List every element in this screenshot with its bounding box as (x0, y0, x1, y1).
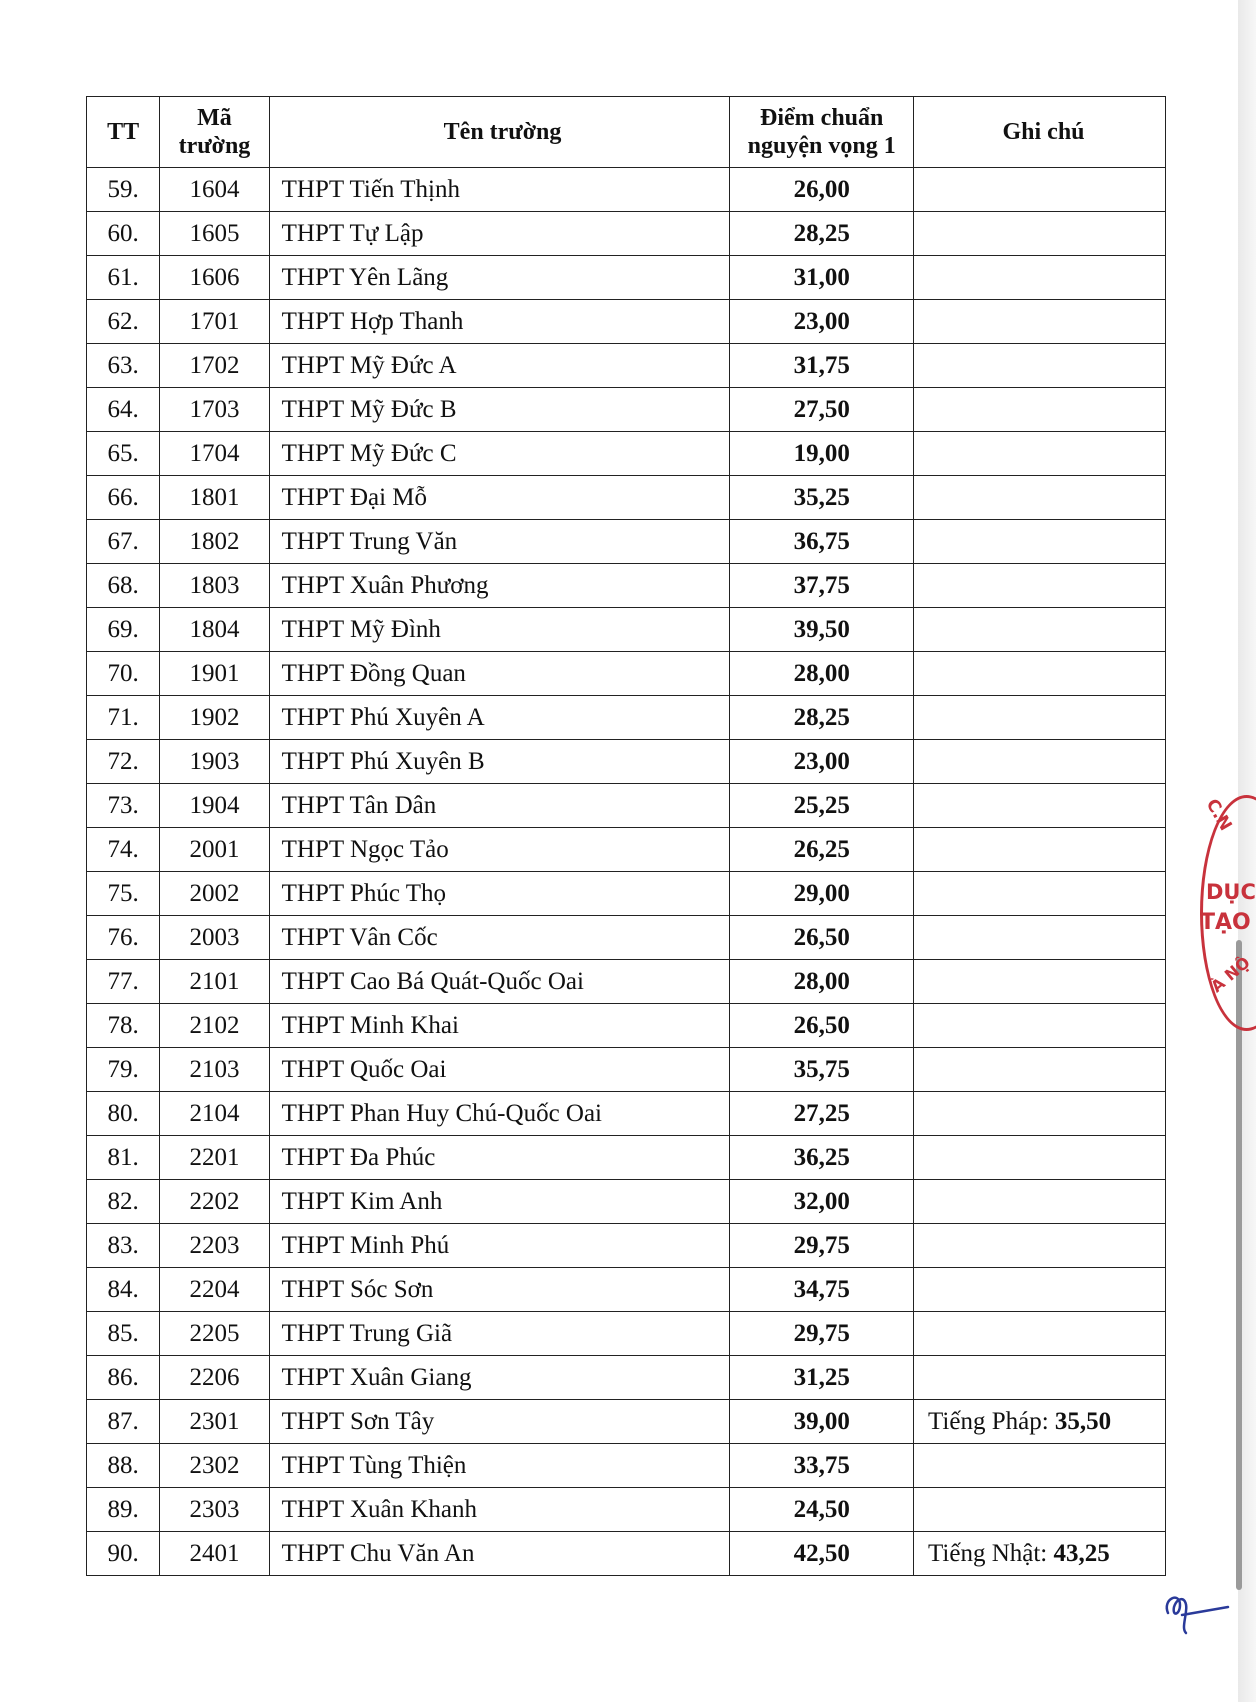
cell-note (914, 1400, 1166, 1444)
table-row (87, 520, 1166, 564)
cell-score: 27,25 (730, 1092, 914, 1136)
cell-note (914, 564, 1166, 608)
cell-school-name: THPT Tùng Thiện (269, 1444, 730, 1488)
cell-tt: 64. (87, 388, 160, 432)
cell-score: 36,75 (730, 520, 914, 564)
cell-school-name: THPT Trung Văn (269, 520, 730, 564)
cell-tt: 73. (87, 784, 160, 828)
cell-school-name: THPT Cao Bá Quát-Quốc Oai (269, 960, 730, 1004)
cell-school-name: THPT Đa Phúc (269, 1136, 730, 1180)
cell-school-code: 1903 (160, 740, 269, 784)
header-score-line2: nguyện vọng 1 (747, 133, 896, 159)
cell-school-code: 1802 (160, 520, 269, 564)
cell-school-name: THPT Minh Khai (269, 1004, 730, 1048)
cell-score: 32,00 (730, 1180, 914, 1224)
cell-score: 28,25 (730, 212, 914, 256)
cell-score: 26,25 (730, 828, 914, 872)
cell-tt: 89. (87, 1488, 160, 1532)
note-value: 43,25 (1053, 1539, 1110, 1567)
cell-school-code: 1704 (160, 432, 269, 476)
cell-score: 37,75 (730, 564, 914, 608)
cell-note (914, 344, 1166, 388)
cell-note (914, 1488, 1166, 1532)
cell-tt: 76. (87, 916, 160, 960)
cell-school-code: 1803 (160, 564, 269, 608)
cell-school-name: THPT Sơn Tây (269, 1400, 730, 1444)
table-row (87, 740, 1166, 784)
cell-tt: 83. (87, 1224, 160, 1268)
cell-note (914, 520, 1166, 564)
cell-school-code: 1702 (160, 344, 269, 388)
table-header-row (87, 97, 1166, 168)
table-row (87, 1356, 1166, 1400)
cell-tt: 85. (87, 1312, 160, 1356)
table-row (87, 1004, 1166, 1048)
cell-tt: 80. (87, 1092, 160, 1136)
cell-tt: 75. (87, 872, 160, 916)
cell-score: 25,25 (730, 784, 914, 828)
note-label: Tiếng Nhật: (928, 1539, 1054, 1567)
cell-note (914, 1224, 1166, 1268)
cell-tt: 71. (87, 696, 160, 740)
cell-school-code: 2303 (160, 1488, 269, 1532)
header-score (730, 97, 914, 168)
table-row (87, 1444, 1166, 1488)
cell-note (914, 740, 1166, 784)
cell-school-name: THPT Tự Lập (269, 212, 730, 256)
cell-tt: 66. (87, 476, 160, 520)
cell-score: 34,75 (730, 1268, 914, 1312)
header-school-code (160, 97, 269, 168)
cell-school-name: THPT Tân Dân (269, 784, 730, 828)
cell-school-code: 2001 (160, 828, 269, 872)
cell-school-code: 1701 (160, 300, 269, 344)
cell-school-code: 1901 (160, 652, 269, 696)
header-note: Ghi chú (914, 97, 1166, 168)
cell-tt: 62. (87, 300, 160, 344)
admission-score-table (86, 96, 1166, 1576)
cell-tt: 65. (87, 432, 160, 476)
cell-school-name: THPT Tiến Thịnh (269, 168, 730, 212)
cell-tt: 90. (87, 1532, 160, 1576)
cell-school-code: 2206 (160, 1356, 269, 1400)
table-row (87, 1312, 1166, 1356)
cell-score: 36,25 (730, 1136, 914, 1180)
cell-tt: 78. (87, 1004, 160, 1048)
cell-score: 26,50 (730, 916, 914, 960)
cell-score: 19,00 (730, 432, 914, 476)
cell-school-code: 1703 (160, 388, 269, 432)
cell-school-code: 2203 (160, 1224, 269, 1268)
cell-tt: 84. (87, 1268, 160, 1312)
cell-note (914, 872, 1166, 916)
cell-school-code: 2202 (160, 1180, 269, 1224)
cell-note (914, 960, 1166, 1004)
cell-school-code: 2101 (160, 960, 269, 1004)
table-row (87, 784, 1166, 828)
table-row (87, 344, 1166, 388)
cell-school-name: THPT Kim Anh (269, 1180, 730, 1224)
cell-school-code: 2401 (160, 1532, 269, 1576)
cell-school-name: THPT Phú Xuyên B (269, 740, 730, 784)
cell-note (914, 1092, 1166, 1136)
cell-school-name: THPT Yên Lãng (269, 256, 730, 300)
table-row (87, 300, 1166, 344)
cell-note (914, 476, 1166, 520)
cell-school-name: THPT Phúc Thọ (269, 872, 730, 916)
cell-tt: 77. (87, 960, 160, 1004)
cell-school-name: THPT Minh Phú (269, 1224, 730, 1268)
cell-school-name: THPT Xuân Giang (269, 1356, 730, 1400)
table-row (87, 1224, 1166, 1268)
cell-score: 28,25 (730, 696, 914, 740)
cell-note (914, 300, 1166, 344)
handwritten-signature (1158, 1585, 1230, 1635)
cell-school-code: 1904 (160, 784, 269, 828)
cell-note (914, 1356, 1166, 1400)
table-row (87, 960, 1166, 1004)
cell-tt: 88. (87, 1444, 160, 1488)
cell-note (914, 1048, 1166, 1092)
header-code-line1: Mã (197, 105, 232, 131)
header-code-line2: trường (178, 133, 251, 159)
cell-school-code: 2201 (160, 1136, 269, 1180)
table-row (87, 476, 1166, 520)
note-label: Tiếng Pháp: (928, 1407, 1055, 1435)
scrollbar[interactable] (1236, 940, 1242, 1590)
cell-note (914, 388, 1166, 432)
note-value: 35,50 (1054, 1407, 1112, 1435)
cell-note (914, 212, 1166, 256)
cell-school-code: 2102 (160, 1004, 269, 1048)
cell-school-code: 1902 (160, 696, 269, 740)
cell-tt: 61. (87, 256, 160, 300)
cell-note (914, 916, 1166, 960)
cell-note (914, 1004, 1166, 1048)
cell-score: 31,25 (730, 1356, 914, 1400)
cell-score: 33,75 (730, 1444, 914, 1488)
table-row (87, 1268, 1166, 1312)
cell-tt: 60. (87, 212, 160, 256)
cell-tt: 70. (87, 652, 160, 696)
header-school-name: Tên trường (269, 97, 730, 168)
cell-score: 39,00 (730, 1400, 914, 1444)
cell-score: 28,00 (730, 960, 914, 1004)
cell-score: 24,50 (730, 1488, 914, 1532)
stamp-text-1: C.N (1201, 795, 1236, 835)
cell-school-name: THPT Mỹ Đức C (269, 432, 730, 476)
cell-note (914, 608, 1166, 652)
cell-school-name: THPT Xuân Khanh (269, 1488, 730, 1532)
cell-tt: 63. (87, 344, 160, 388)
cell-tt: 72. (87, 740, 160, 784)
official-stamp (1192, 795, 1256, 1015)
cell-tt: 81. (87, 1136, 160, 1180)
table-row (87, 872, 1166, 916)
cell-school-code: 2302 (160, 1444, 269, 1488)
cell-score: 31,00 (730, 256, 914, 300)
cell-school-name: THPT Mỹ Đức A (269, 344, 730, 388)
table-row (87, 168, 1166, 212)
cell-school-code: 1606 (160, 256, 269, 300)
cell-school-code: 2205 (160, 1312, 269, 1356)
table-row (87, 652, 1166, 696)
cell-score: 29,75 (730, 1224, 914, 1268)
cell-school-code: 1604 (160, 168, 269, 212)
cell-score: 35,75 (730, 1048, 914, 1092)
cell-note (914, 652, 1166, 696)
cell-score: 26,00 (730, 168, 914, 212)
cell-school-name: THPT Xuân Phương (269, 564, 730, 608)
cell-score: 31,75 (730, 344, 914, 388)
cell-school-code: 2301 (160, 1400, 269, 1444)
cell-note (914, 1444, 1166, 1488)
cell-school-name: THPT Mỹ Đình (269, 608, 730, 652)
cell-score: 29,00 (730, 872, 914, 916)
cell-score: 35,25 (730, 476, 914, 520)
cell-school-code: 2003 (160, 916, 269, 960)
cell-school-name: THPT Vân Cốc (269, 916, 730, 960)
cell-note (914, 1532, 1166, 1576)
cell-tt: 82. (87, 1180, 160, 1224)
table-body (87, 168, 1166, 1576)
cell-note (914, 1312, 1166, 1356)
cell-note (914, 168, 1166, 212)
cell-school-name: THPT Hợp Thanh (269, 300, 730, 344)
cell-school-code: 2103 (160, 1048, 269, 1092)
cell-score: 28,00 (730, 652, 914, 696)
cell-note (914, 256, 1166, 300)
table-row (87, 432, 1166, 476)
stamp-text-2: DỤC (1206, 880, 1256, 904)
cell-score: 29,75 (730, 1312, 914, 1356)
cell-score: 23,00 (730, 740, 914, 784)
cell-tt: 74. (87, 828, 160, 872)
table-row (87, 1488, 1166, 1532)
cell-school-name: THPT Trung Giã (269, 1312, 730, 1356)
cell-score: 27,50 (730, 388, 914, 432)
stamp-text-3: TẠO (1200, 910, 1251, 935)
cell-tt: 79. (87, 1048, 160, 1092)
cell-score: 23,00 (730, 300, 914, 344)
stamp-text-4: À NỘ (1207, 952, 1254, 997)
cell-tt: 87. (87, 1400, 160, 1444)
table-row (87, 1092, 1166, 1136)
cell-note (914, 696, 1166, 740)
header-tt: TT (87, 97, 160, 168)
cell-score: 42,50 (730, 1532, 914, 1576)
cell-tt: 67. (87, 520, 160, 564)
table-row (87, 608, 1166, 652)
cell-score: 26,50 (730, 1004, 914, 1048)
cell-school-name: THPT Đồng Quan (269, 652, 730, 696)
cell-school-name: THPT Mỹ Đức B (269, 388, 730, 432)
table-row (87, 828, 1166, 872)
cell-school-code: 2204 (160, 1268, 269, 1312)
cell-note (914, 432, 1166, 476)
cell-school-code: 1804 (160, 608, 269, 652)
cell-school-name: THPT Đại Mỗ (269, 476, 730, 520)
cell-school-code: 1605 (160, 212, 269, 256)
cell-school-code: 2002 (160, 872, 269, 916)
cell-note (914, 828, 1166, 872)
cell-note (914, 1268, 1166, 1312)
cell-note (914, 1136, 1166, 1180)
cell-tt: 68. (87, 564, 160, 608)
cell-tt: 59. (87, 168, 160, 212)
table-row (87, 916, 1166, 960)
table-row (87, 696, 1166, 740)
cell-school-name: THPT Quốc Oai (269, 1048, 730, 1092)
cell-tt: 86. (87, 1356, 160, 1400)
cell-note (914, 1180, 1166, 1224)
cell-tt: 69. (87, 608, 160, 652)
table-row (87, 564, 1166, 608)
cell-school-code: 2104 (160, 1092, 269, 1136)
header-score-line1: Điểm chuẩn (760, 105, 884, 131)
cell-school-name: THPT Phan Huy Chú-Quốc Oai (269, 1092, 730, 1136)
cell-score: 39,50 (730, 608, 914, 652)
table-row (87, 1136, 1166, 1180)
table-row (87, 1180, 1166, 1224)
cell-note (914, 784, 1166, 828)
table-row (87, 1048, 1166, 1092)
table-row (87, 256, 1166, 300)
cell-school-code: 1801 (160, 476, 269, 520)
table-row (87, 1532, 1166, 1576)
cell-school-name: THPT Sóc Sơn (269, 1268, 730, 1312)
table-row (87, 212, 1166, 256)
table-row (87, 1400, 1166, 1444)
cell-school-name: THPT Ngọc Tảo (269, 828, 730, 872)
cell-school-name: THPT Phú Xuyên A (269, 696, 730, 740)
cell-school-name: THPT Chu Văn An (269, 1532, 730, 1576)
table-row (87, 388, 1166, 432)
